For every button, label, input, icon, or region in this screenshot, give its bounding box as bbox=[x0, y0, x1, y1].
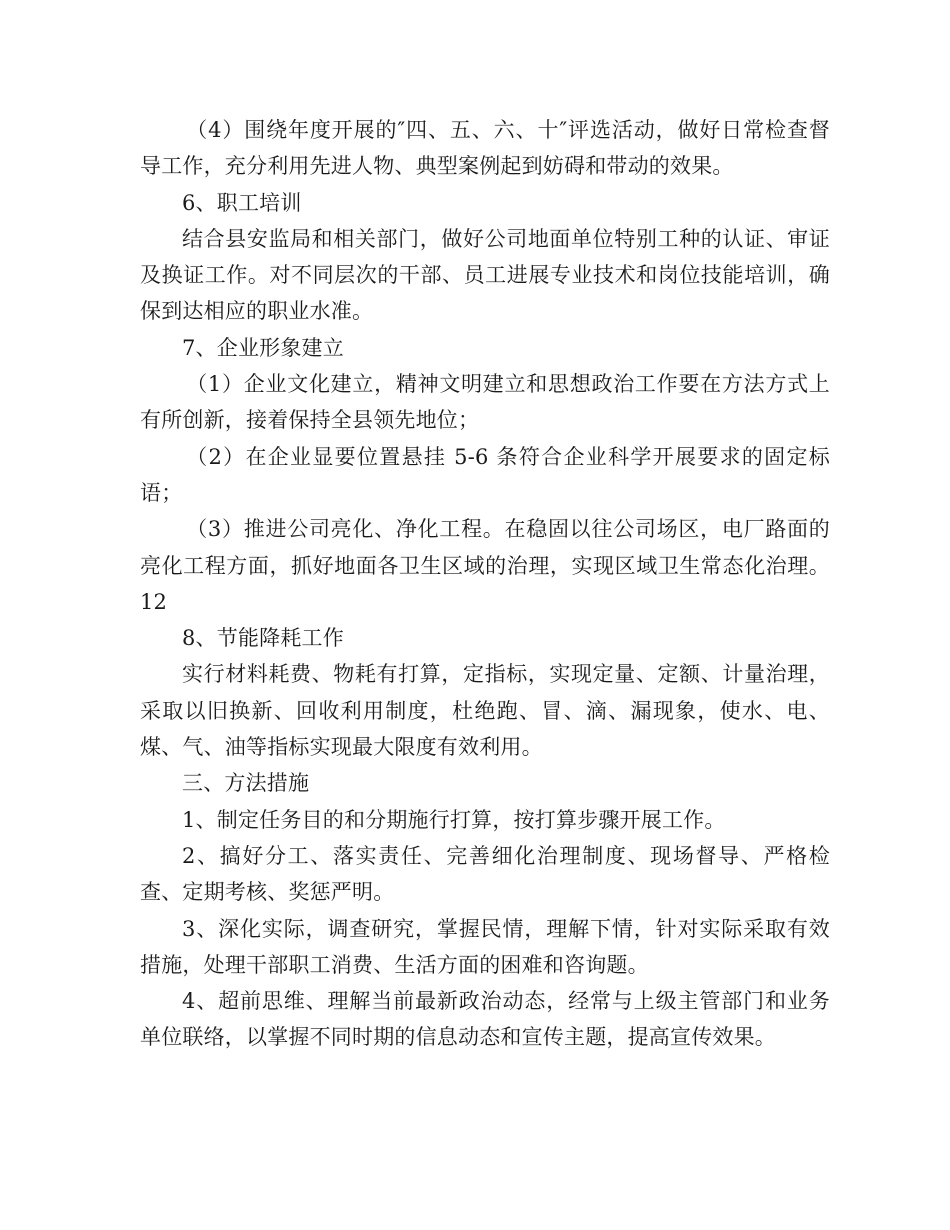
heading-staff-training: 6、职工培训 bbox=[182, 190, 302, 215]
paragraph-measure-3: 3、深化实际，调查研究，掌握民情，理解下情，针对实际采取有效措施，处理干部职工消费、生活方面的困难和咨询题。 bbox=[140, 916, 830, 977]
paragraph-training-detail: 结合县安监局和相关部门，做好公司地面单位特别工种的认证、审证及换证工作。对不同层次的干部、员工进展专业技术和岗位技能培训，确保到达相应的职业水准。 bbox=[140, 226, 830, 324]
paragraph-image-item-1: （1）企业文化建立，精神文明建立和思想政治工作要在方法方式上有所创新，接着保持全县领先地位； bbox=[140, 372, 830, 433]
paragraph-measure-4: 4、超前思维、理解当前最新政治动态，经常与上级主管部门和业务单位联络，以掌握不同时期的信息动态和宣传主题，提高宣传效果。 bbox=[140, 989, 830, 1050]
paragraph-item-4-inspection: （4）围绕年度开展的″四、五、六、十″评选活动，做好日常检查督导工作，充分利用先进人物、典型案例起到妨碍和带动的效果。 bbox=[140, 118, 830, 179]
heading-energy-saving: 8、节能降耗工作 bbox=[182, 626, 344, 651]
paragraph-measure-2: 2、搞好分工、落实责任、完善细化治理制度、现场督导、严格检查、定期考核、奖惩严明。 bbox=[140, 843, 830, 905]
paragraph-energy-detail: 实行材料耗费、物耗有打算，定指标，实现定量、定额、计量治理，采取以旧换新、回收利用制度，杜绝跑、冒、滴、漏现象，使水、电、煤、气、油等指标实现最大限度有效利用。 bbox=[140, 662, 830, 760]
paragraph-image-item-2: （2）在企业显要位置悬挂 5-6 条符合企业科学开展要求的固定标语； bbox=[140, 444, 830, 505]
heading-corporate-image: 7、企业形象建立 bbox=[182, 335, 344, 360]
document-body bbox=[140, 112, 830, 1056]
paragraph-measure-1: 1、制定任务目的和分期施行打算，按打算步骤开展工作。 bbox=[182, 807, 726, 832]
heading-measures: 三、方法措施 bbox=[182, 771, 310, 796]
paragraph-image-item-3: （3）推进公司亮化、净化工程。在稳固以往公司场区，电厂路面的亮化工程方面，抓好地面各卫生区域的治理，实现区域卫生常态化治理。12 bbox=[140, 517, 830, 614]
